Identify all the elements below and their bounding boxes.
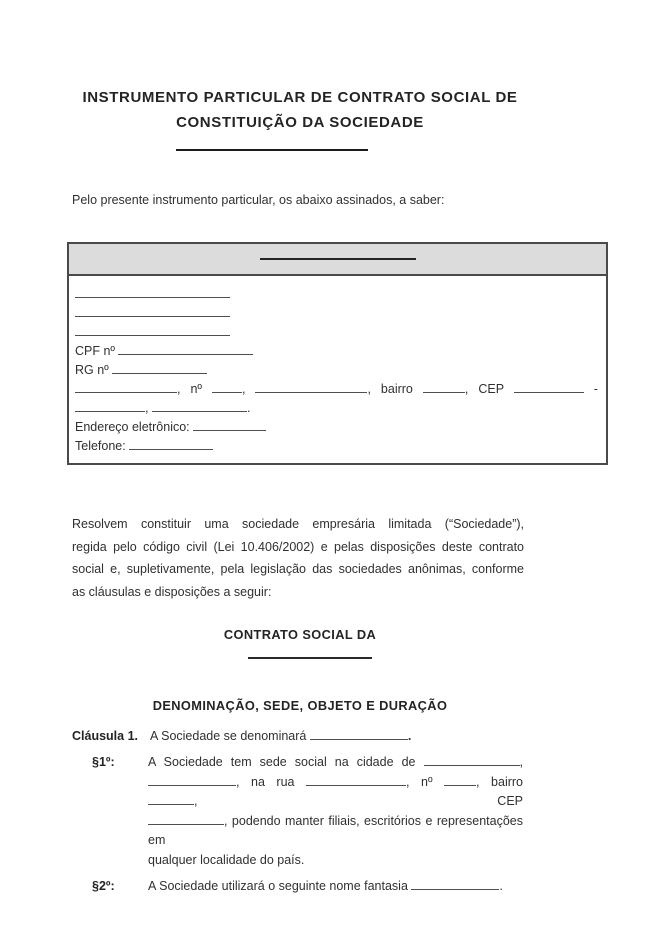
party-box-header	[69, 244, 606, 276]
blank-underline	[193, 422, 266, 431]
recitals-line: regida pelo código civil (Lei 10.406/2002) e pelas disposições deste contrato	[72, 539, 524, 554]
cpf-field	[75, 342, 598, 361]
recitals-line: social e, supletivamente, pela legislação das sociedades anônimas, conforme	[72, 562, 524, 576]
paragraph-1-segment: nº	[421, 774, 433, 789]
blank-field-row	[75, 323, 598, 342]
party-box-body	[69, 276, 606, 463]
paragraph-1-line: qualquer localidade do país.	[148, 852, 305, 867]
blank-underline	[152, 403, 247, 412]
blank-field-row	[75, 285, 598, 304]
clause-1-text	[150, 726, 524, 746]
email-field	[75, 418, 598, 437]
paragraph-1-segment: CEP	[497, 794, 523, 808]
period: .	[499, 879, 503, 893]
rg-label: RG nº	[75, 363, 109, 377]
blank-underline	[75, 308, 230, 317]
period: .	[407, 729, 412, 743]
blank-underline	[75, 403, 145, 412]
clause-1	[72, 726, 524, 746]
party-info-box	[67, 242, 608, 465]
comma: ,	[177, 382, 181, 396]
address-continuation-line	[75, 399, 598, 418]
blank-field-row	[75, 304, 598, 323]
numero-label: nº	[190, 382, 202, 396]
comma: ,	[236, 774, 240, 789]
comma: ,	[406, 774, 410, 789]
blank-underline	[75, 289, 230, 298]
blank-underline	[75, 327, 230, 336]
address-line	[75, 380, 598, 399]
paragraph-1-segment: A Sociedade tem sede social na cidade de	[148, 755, 416, 769]
document-title	[72, 85, 528, 135]
recitals-line: Resolvem constituir uma sociedade empresária limitada (“Sociedade”),	[72, 517, 524, 531]
dash: -	[593, 382, 598, 396]
paragraph-1-segment: na rua	[251, 774, 295, 789]
paragraph-1-line	[148, 753, 523, 773]
blank-underline	[129, 441, 213, 450]
blank-underline	[118, 346, 253, 355]
blank-underline	[148, 777, 236, 786]
comma: ,	[519, 755, 523, 769]
title-underline-rule	[176, 149, 368, 151]
paragraph-1	[92, 753, 523, 870]
clause-1-body: A Sociedade se denominará	[150, 729, 307, 743]
blank-underline	[148, 816, 224, 825]
blank-underline	[112, 365, 207, 374]
cpf-label: CPF nº	[75, 344, 115, 358]
paragraph-1-label: §1º:	[92, 755, 115, 769]
cep-label: CEP	[478, 382, 504, 396]
blank-underline	[310, 731, 408, 740]
rg-field	[75, 361, 598, 380]
comma: ,	[241, 382, 246, 396]
blank-underline	[75, 384, 177, 393]
blank-underline	[306, 777, 406, 786]
intro-paragraph: Pelo presente instrumento particular, os abaixo assinados, a saber:	[72, 193, 445, 207]
comma: ,	[224, 813, 228, 828]
blank-underline	[423, 384, 465, 393]
blank-underline	[148, 796, 194, 805]
comma: ,	[145, 401, 149, 415]
contract-heading: CONTRATO SOCIAL DA	[223, 627, 377, 642]
paragraph-2-segment: A Sociedade utilizará o seguinte nome fantasia	[148, 879, 408, 893]
document-title-line-2: CONSTITUIÇÃO DA SOCIEDADE	[176, 114, 424, 131]
blank-underline	[255, 384, 367, 393]
comma: ,	[367, 382, 371, 396]
paragraph-1-segment: podendo manter filiais, escritórios e representações em	[148, 813, 523, 847]
period: .	[246, 401, 251, 415]
blank-underline	[444, 777, 476, 786]
party-name-blank-line	[260, 258, 416, 260]
blank-underline	[514, 384, 584, 393]
contract-name-blank-rule	[248, 657, 372, 659]
email-label: Endereço eletrônico:	[75, 420, 190, 434]
section-heading: DENOMINAÇÃO, SEDE, OBJETO E DURAÇÃO	[152, 698, 448, 713]
paragraph-1-line	[148, 812, 523, 851]
recitals-line: as cláusulas e disposições a seguir:	[72, 584, 272, 599]
clause-1-label: Cláusula 1.	[72, 729, 138, 743]
blank-underline	[424, 757, 520, 766]
recitals-paragraph	[72, 513, 524, 603]
paragraph-1-segment: bairro	[491, 774, 524, 789]
phone-field	[75, 437, 598, 456]
blank-underline	[411, 881, 499, 890]
blank-underline	[212, 384, 242, 393]
comma: ,	[476, 774, 480, 789]
paragraph-1-text	[148, 753, 523, 870]
paragraph-1-line	[148, 773, 523, 812]
bairro-label: bairro	[380, 382, 413, 396]
phone-label: Telefone:	[75, 439, 126, 453]
comma: ,	[194, 794, 198, 808]
paragraph-2	[92, 877, 523, 897]
paragraph-2-text	[148, 877, 523, 897]
document-title-line-1: INSTRUMENTO PARTICULAR DE CONTRATO SOCIAL DE	[82, 89, 518, 106]
comma: ,	[464, 382, 469, 396]
paragraph-2-label: §2º:	[92, 879, 115, 893]
